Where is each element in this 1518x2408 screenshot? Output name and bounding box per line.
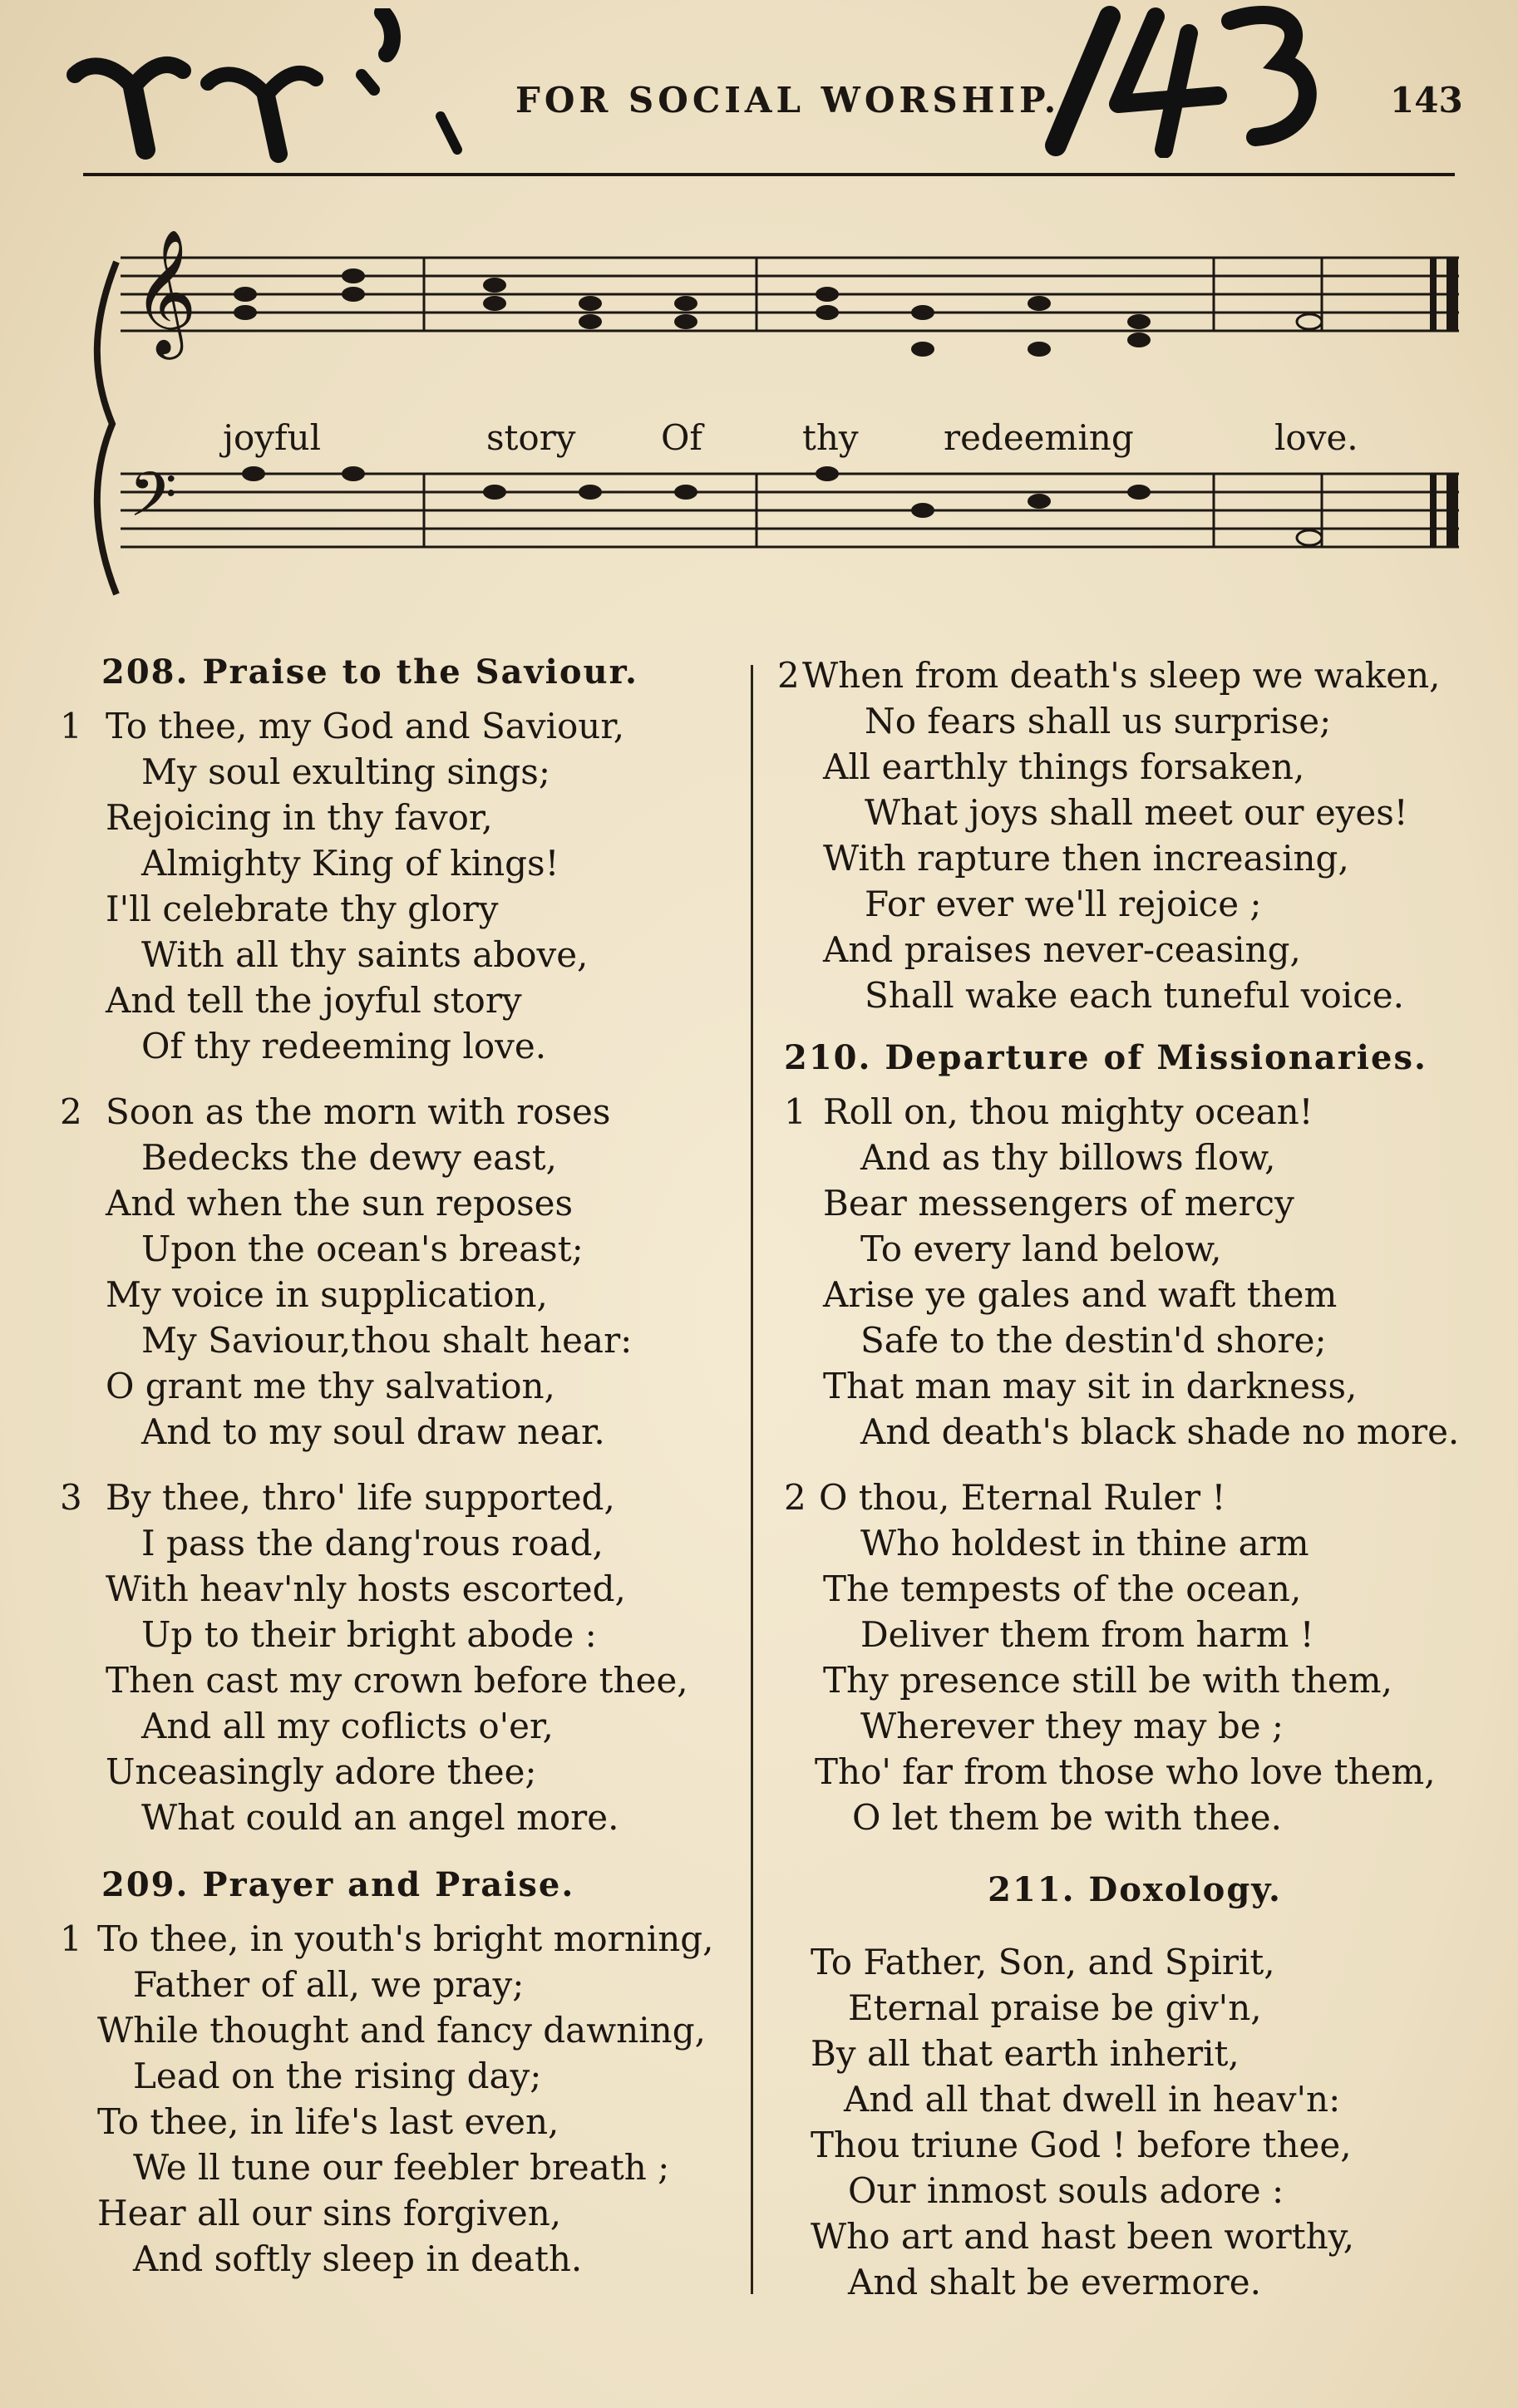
handwritten-left-mark <box>67 8 515 166</box>
verse-line: All earthly things forsaken, <box>823 746 1305 787</box>
verse-line: For ever we'll rejoice ; <box>865 884 1262 924</box>
verse-line: With all thy saints above, <box>141 934 589 975</box>
verse-line: Bear messengers of mercy <box>823 1183 1294 1224</box>
verse-line: And softly sleep in death. <box>133 2238 583 2279</box>
verse-line: Our inmost souls adore : <box>848 2170 1284 2211</box>
verse-line: O thou, Eternal Ruler ! <box>819 1477 1226 1518</box>
verse-line: Father of all, we pray; <box>133 1964 525 2005</box>
verse-line: What joys shall meet our eyes! <box>865 792 1408 833</box>
running-header-title: FOR SOCIAL WORSHIP. <box>515 80 1061 121</box>
verse-line: Shall wake each tuneful voice. <box>865 975 1404 1016</box>
verse-line: Roll on, thou mighty ocean! <box>823 1091 1313 1132</box>
verse-line: I'll celebrate thy glory <box>106 889 499 929</box>
music-lyric: story <box>486 417 576 458</box>
verse <box>60 1475 758 1840</box>
verse-line: And all my coflicts o'er, <box>141 1706 554 1746</box>
verse-line: To thee, in life's last even, <box>97 2101 559 2142</box>
verse-line: Hear all our sins forgiven, <box>97 2193 562 2233</box>
verse-number: 1 <box>60 706 82 746</box>
verse-line: Rejoicing in thy favor, <box>106 797 493 838</box>
verse-line: Almighty King of kings! <box>141 843 559 884</box>
left-column <box>60 652 758 2302</box>
verse-line: And to my soul draw near. <box>141 1411 605 1452</box>
verse-line: To Father, Son, and Spirit, <box>811 1942 1275 1982</box>
verse-line: Who art and hast been worthy, <box>811 2216 1355 2257</box>
verse <box>777 652 1492 1018</box>
verse-line: Soon as the morn with roses <box>106 1091 611 1132</box>
music-lyric: joyful <box>223 417 322 458</box>
header-rule <box>83 173 1455 176</box>
verse-line: My soul exulting sings; <box>141 751 551 792</box>
hymn-title: 208. Praise to the Saviour. <box>101 652 638 692</box>
music-score <box>83 224 1480 607</box>
verse <box>777 1089 1492 1455</box>
verse-line: While thought and fancy dawning, <box>97 2010 706 2051</box>
verse <box>60 1916 758 2282</box>
right-column <box>777 652 1492 2325</box>
verse-line: I pass the dang'rous road, <box>141 1523 604 1563</box>
verse-line: When from death's sleep we waken, <box>802 655 1441 696</box>
hymn-title: 211. Doxology. <box>988 1870 1282 1909</box>
verse-line: Who holdest in thine arm <box>860 1523 1309 1563</box>
verse-number: 2 <box>777 655 800 696</box>
verse-line: Lead on the rising day; <box>133 2056 542 2096</box>
verse-line: That man may sit in darkness, <box>823 1366 1358 1406</box>
verse-line: O let them be with thee. <box>852 1797 1283 1838</box>
music-lyric: love. <box>1274 417 1358 458</box>
verse-line: Bedecks the dewy east, <box>141 1137 557 1178</box>
verse-line: And when the sun reposes <box>106 1183 574 1224</box>
verse-line: The tempests of the ocean, <box>823 1568 1302 1609</box>
page-number: 143 <box>1390 80 1463 121</box>
verse-line: To thee, my God and Saviour, <box>106 706 625 746</box>
svg-text:𝄞: 𝄞 <box>133 228 197 354</box>
verse-number: 2 <box>60 1091 82 1132</box>
verse-line: Upon the ocean's breast; <box>141 1229 584 1269</box>
music-lyric: Of <box>661 417 702 458</box>
handwritten-page-number <box>1031 0 1330 158</box>
verse-number: 1 <box>60 1918 82 1959</box>
verse-line: Thou triune God ! before thee, <box>811 2125 1352 2165</box>
verse-number: 1 <box>784 1091 806 1132</box>
verse <box>777 1475 1492 1840</box>
verse-line: My voice in supplication, <box>106 1274 548 1315</box>
verse-line: My Saviour,thou shalt hear: <box>141 1320 633 1361</box>
verse-line: What could an angel more. <box>141 1797 619 1838</box>
music-lyric: redeeming <box>944 417 1134 458</box>
verse-line: And all that dwell in heav'n: <box>844 2079 1341 2120</box>
verse-line: O grant me thy salvation, <box>106 1366 555 1406</box>
verse-line: And shalt be evermore. <box>848 2262 1261 2302</box>
verse-line: To thee, in youth's bright morning, <box>97 1918 714 1959</box>
verse-line: Thy presence still be with them, <box>823 1660 1392 1701</box>
verse-line: With heav'nly hosts escorted, <box>106 1568 626 1609</box>
verse-line: Deliver them from harm ! <box>860 1614 1314 1655</box>
verse-line: No fears shall us surprise; <box>865 701 1332 741</box>
verse <box>777 1939 1492 2305</box>
verse-line: Of thy redeeming love. <box>141 1026 547 1066</box>
verse <box>60 703 758 1069</box>
verse-number: 3 <box>60 1477 82 1518</box>
verse-line: We ll tune our feebler breath ; <box>133 2147 670 2188</box>
verse-line: And as thy billows flow, <box>860 1137 1276 1178</box>
verse-line: To every land below, <box>860 1229 1222 1269</box>
music-lyric: thy <box>802 417 859 458</box>
verse-line: Arise ye gales and waft them <box>823 1274 1338 1315</box>
verse-line: And praises never-ceasing, <box>823 929 1301 970</box>
verse-line: Safe to the destin'd shore; <box>860 1320 1327 1361</box>
verse-line: Wherever they may be ; <box>860 1706 1284 1746</box>
verse-line: Up to their bright abode : <box>141 1614 597 1655</box>
svg-text:𝄢: 𝄢 <box>129 459 177 546</box>
hymn-title: 210. Departure of Missionaries. <box>784 1038 1427 1077</box>
verse-line: By thee, thro' life supported, <box>106 1477 615 1518</box>
verse-line: With rapture then increasing, <box>823 838 1349 879</box>
verse-number: 2 <box>784 1477 806 1518</box>
verse-line: Then cast my crown before thee, <box>106 1660 688 1701</box>
hymn-title: 209. Prayer and Praise. <box>101 1865 575 1904</box>
verse-line: And tell the joyful story <box>106 980 522 1021</box>
verse-line: Tho' far from those who love them, <box>815 1751 1436 1792</box>
verse-line: By all that earth inherit, <box>811 2033 1240 2074</box>
verse-line: Eternal praise be giv'n, <box>848 1987 1262 2028</box>
verse-line: Unceasingly adore thee; <box>106 1751 537 1792</box>
verse <box>60 1089 758 1455</box>
verse-line: And death's black shade no more. <box>860 1411 1460 1452</box>
